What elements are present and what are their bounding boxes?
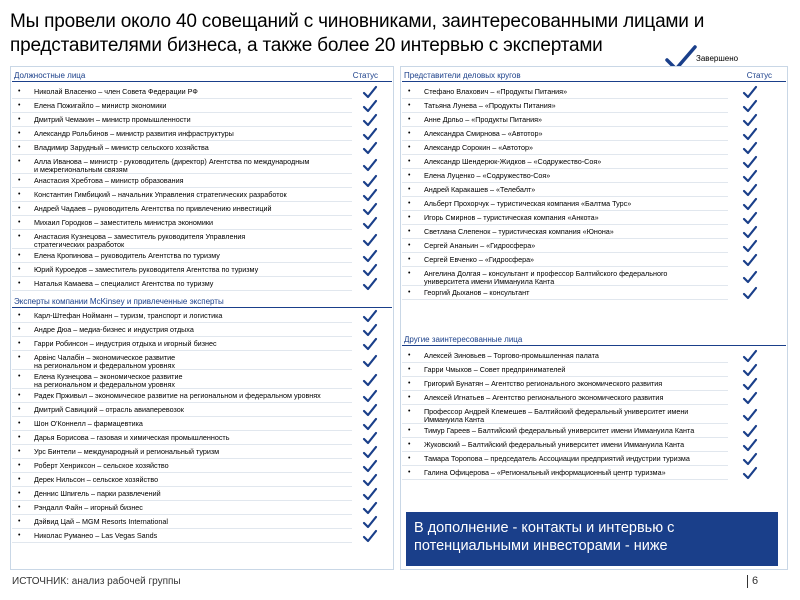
status-check-icon (362, 487, 378, 502)
official-row (12, 250, 352, 263)
expert-text: Дерек Нильсон – сельское хозяйство (34, 475, 159, 484)
bullet-icon: • (18, 354, 21, 361)
bullet-icon: • (18, 205, 21, 212)
expert-text: Урс Бинтели – международный и региональный туризм (34, 447, 220, 456)
expert-row (12, 324, 352, 337)
business-header-label: Представители деловых кругов (404, 71, 521, 80)
status-check-icon (362, 501, 378, 516)
bullet-icon: • (18, 102, 21, 109)
status-check-icon (362, 113, 378, 128)
status-check-icon (362, 233, 378, 248)
bullet-icon: • (408, 352, 411, 359)
expert-row (12, 516, 352, 529)
bullet-icon: • (408, 394, 411, 401)
expert-row (12, 371, 352, 389)
official-row (12, 156, 352, 174)
status-check-icon (362, 216, 378, 231)
business-row (402, 254, 728, 267)
official-row (12, 114, 352, 127)
official-row (12, 86, 352, 99)
official-row (12, 128, 352, 141)
status-check-icon (742, 85, 758, 100)
business-row (402, 86, 728, 99)
status-check-icon (362, 515, 378, 530)
official-row (12, 100, 352, 113)
bullet-icon: • (408, 242, 411, 249)
expert-text: Карл-Штефан Нойманн – туризм, транспорт и логистика (34, 311, 223, 320)
status-check-icon (362, 127, 378, 142)
business-text: Татьяна Лунева – «Продукты Питания» (424, 101, 556, 110)
bullet-icon: • (18, 116, 21, 123)
expert-text: Дмитрий Савицкий – отрасль авиаперевозок (34, 405, 184, 414)
expert-row (12, 502, 352, 515)
status-check-icon (742, 141, 758, 156)
stakeholder-row (402, 406, 728, 424)
business-text: Александр Сорокин – «Автотор» (424, 143, 533, 152)
official-text: Дмитрий Чемакин – министр промышленности (34, 115, 191, 124)
bullet-icon: • (18, 312, 21, 319)
expert-text: Деннис Шпигель – парки развлечений (34, 489, 161, 498)
official-text: Николай Власенко – член Совета Федерации РФ (34, 87, 198, 96)
status-check-icon (742, 225, 758, 240)
page-number: 6 (752, 575, 759, 587)
official-text: Михаил Городков – заместитель министра экономики (34, 218, 214, 227)
status-check-icon (742, 197, 758, 212)
bullet-icon: • (18, 88, 21, 95)
expert-row (12, 338, 352, 351)
business-text: Андрей Каракашев – «Телебалт» (424, 185, 536, 194)
business-text: Сергей Ананьин – «Гидросфера» (424, 241, 536, 250)
expert-text: Гарри Робинсон – индустрия отдыха и игорный бизнес (34, 339, 217, 348)
expert-row (12, 390, 352, 403)
business-row (402, 212, 728, 225)
status-check-icon (742, 286, 758, 301)
bullet-icon: • (408, 144, 411, 151)
bullet-icon: • (18, 406, 21, 413)
bullet-icon: • (408, 88, 411, 95)
official-row (12, 231, 352, 249)
stakeholder-row (402, 467, 728, 480)
stakeholder-row (402, 425, 728, 438)
official-row (12, 264, 352, 277)
bullet-icon: • (408, 455, 411, 462)
experts-section-header (12, 294, 392, 308)
status-check-icon (742, 408, 758, 423)
expert-row (12, 418, 352, 431)
expert-row (12, 488, 352, 501)
official-text: Андрей Чадаев – руководитель Агентства по привлечению инвестиций (34, 204, 272, 213)
bullet-icon: • (408, 130, 411, 137)
bullet-icon: • (408, 228, 411, 235)
status-check-icon (742, 363, 758, 378)
status-check-icon (742, 377, 758, 392)
status-check-icon (742, 391, 758, 406)
bullet-icon: • (18, 532, 21, 539)
page-number-divider (747, 575, 748, 588)
bullet-icon: • (408, 256, 411, 263)
status-check-icon (362, 277, 378, 292)
other-stakeholders-section-header (402, 332, 786, 346)
official-text: Елена Пожигайло – министр экономики (34, 101, 167, 110)
expert-text: Елена Кузнецова – экономическое развитие на региональном и федеральном уровнях (34, 372, 183, 389)
expert-row (12, 432, 352, 445)
status-column-header-right: Статус (746, 71, 772, 80)
business-text: Александра Смирнова – «Автотор» (424, 129, 543, 138)
status-check-icon (742, 438, 758, 453)
expert-text: Арвінс Чалабін – экономическое развитие на региональном и федеральном уровнях (34, 353, 176, 370)
official-row (12, 278, 352, 291)
bullet-icon: • (408, 469, 411, 476)
business-text: Александр Шендерюк-Жидков – «Содружество-Соя» (424, 157, 602, 166)
official-text: Константин Гимбицкий – начальник Управления стратегических разработок (34, 190, 287, 199)
business-text: Елена Луценко – «Содружество-Соя» (424, 171, 551, 180)
expert-text: Шон О'Коннелл – фармацевтика (34, 419, 143, 428)
status-check-icon (362, 529, 378, 544)
stakeholder-row (402, 392, 728, 405)
status-check-icon (362, 354, 378, 369)
bullet-icon: • (18, 392, 21, 399)
experts-header-label: Эксперты компании McKinsey и привлеченные эксперты (14, 297, 224, 306)
business-row (402, 156, 728, 169)
source-note: ИСТОЧНИК: анализ рабочей группы (12, 576, 181, 587)
official-text: Алла Иванова – министр - руководитель (директор) Агентства по международным и межрегиональным связям (34, 157, 310, 174)
bullet-icon: • (18, 462, 21, 469)
business-row (402, 114, 728, 127)
other-stakeholders-header-label: Другие заинтересованные лица (404, 335, 523, 344)
bullet-icon: • (18, 219, 21, 226)
status-check-icon (742, 183, 758, 198)
expert-text: Роберт Хенриксон – сельское хозяйство (34, 461, 169, 470)
expert-row (12, 460, 352, 473)
status-check-icon (362, 263, 378, 278)
status-check-icon (742, 127, 758, 142)
business-text: Стефано Влахович – «Продукты Питания» (424, 87, 568, 96)
official-row (12, 203, 352, 216)
stakeholder-row (402, 350, 728, 363)
status-check-icon (742, 349, 758, 364)
status-check-icon (742, 239, 758, 254)
stakeholder-text: Алексей Игнатьев – Агентство регионального экономического развития (424, 393, 664, 402)
status-check-icon (362, 158, 378, 173)
expert-row (12, 404, 352, 417)
expert-text: Андре Дюа – медиа-бизнес и индустрия отдыха (34, 325, 194, 334)
official-text: Юрий Куроедов – заместитель руководителя Агентства по туризму (34, 265, 259, 274)
status-column-header: Статус (352, 71, 378, 80)
status-check-icon (362, 459, 378, 474)
stakeholder-row (402, 439, 728, 452)
business-row (402, 226, 728, 239)
bullet-icon: • (18, 144, 21, 151)
status-check-icon (742, 452, 758, 467)
status-check-icon (362, 202, 378, 217)
status-check-icon (742, 253, 758, 268)
bullet-icon: • (408, 102, 411, 109)
status-check-icon (362, 389, 378, 404)
official-text: Владимир Зарудный – министр сельского хозяйства (34, 143, 209, 152)
business-text: Георгий Дыханов – консультант (424, 288, 530, 297)
bullet-icon: • (18, 504, 21, 511)
stakeholder-text: Тимур Гареев – Балтийский федеральный университет имени Иммануила Канта (424, 426, 695, 435)
official-row (12, 142, 352, 155)
stakeholder-row (402, 453, 728, 466)
business-row (402, 240, 728, 253)
status-check-icon (362, 417, 378, 432)
status-check-icon (742, 169, 758, 184)
business-row (402, 198, 728, 211)
expert-text: Николас Руманео – Las Vegas Sands (34, 531, 158, 540)
bullet-icon: • (18, 448, 21, 455)
bullet-icon: • (408, 408, 411, 415)
bullet-icon: • (408, 270, 411, 277)
bullet-icon: • (18, 158, 21, 165)
bullet-icon: • (18, 252, 21, 259)
expert-row (12, 530, 352, 543)
bullet-icon: • (18, 191, 21, 198)
bullet-icon: • (408, 366, 411, 373)
stakeholder-text: Гарри Чмыхов – Совет предпринимателей (424, 365, 566, 374)
official-text: Елена Кропинова – руководитель Агентства по туризму (34, 251, 220, 260)
bullet-icon: • (18, 518, 21, 525)
business-row (402, 170, 728, 183)
status-check-icon (742, 113, 758, 128)
bullet-icon: • (408, 172, 411, 179)
expert-text: Рэндалл Файн – игорный бизнес (34, 503, 143, 512)
stakeholder-row (402, 364, 728, 377)
official-text: Наталья Камаева – специалист Агентства по туризму (34, 279, 214, 288)
business-row (402, 268, 728, 286)
bullet-icon: • (18, 130, 21, 137)
stakeholder-row (402, 378, 728, 391)
business-row (402, 287, 728, 300)
bullet-icon: • (18, 434, 21, 441)
business-text: Ангелина Долгая – консультант и профессор Балтийского федерального университета имени Иммануила Канта (424, 269, 668, 286)
bullet-icon: • (408, 441, 411, 448)
status-check-icon (362, 85, 378, 100)
official-row (12, 189, 352, 202)
business-text: Альберт Прохорчук – туристическая компания «Балтма Турс» (424, 199, 632, 208)
business-row (402, 100, 728, 113)
bullet-icon: • (408, 116, 411, 123)
bullet-icon: • (408, 380, 411, 387)
business-text: Игорь Смирнов – туристическая компания «Анкота» (424, 213, 599, 222)
bullet-icon: • (408, 158, 411, 165)
officials-section-header (12, 68, 392, 82)
status-check-icon (362, 141, 378, 156)
stakeholder-text: Тамара Торопова – председатель Ассоциации предприятий индустрии туризма (424, 454, 690, 463)
official-text: Анастасия Кузнецова – заместитель руководителя Управления стратегических разработок (34, 232, 246, 249)
status-check-icon (742, 99, 758, 114)
business-section-header (402, 68, 786, 82)
status-check-icon (362, 473, 378, 488)
status-check-icon (362, 174, 378, 189)
bullet-icon: • (408, 200, 411, 207)
expert-row (12, 446, 352, 459)
page-title: Мы провели около 40 совещаний с чиновниками, заинтересованными лицами и представителями бизнеса, а также более 20 интервью с экспертами (10, 11, 705, 56)
status-check-icon (362, 249, 378, 264)
completed-label: Завершено (696, 54, 739, 63)
bullet-icon: • (18, 326, 21, 333)
bullet-icon: • (408, 214, 411, 221)
bullet-icon: • (408, 186, 411, 193)
status-check-icon (742, 466, 758, 481)
bullet-icon: • (18, 177, 21, 184)
official-text: Анастасия Хребтова – министр образования (34, 176, 184, 185)
status-check-icon (362, 99, 378, 114)
status-check-icon (362, 309, 378, 324)
expert-text: Дэйвид Цай – MGM Resorts International (34, 517, 168, 526)
expert-text: Дарья Борисова – газовая и химическая промышленность (34, 433, 230, 442)
official-row (12, 217, 352, 230)
bullet-icon: • (18, 266, 21, 273)
bullet-icon: • (18, 476, 21, 483)
expert-text: Радек Прживыл – экономическое развитие на региональном и федеральном уровнях (34, 391, 321, 400)
officials-header-label: Должностные лица (14, 71, 86, 80)
official-row (12, 175, 352, 188)
status-check-icon (362, 337, 378, 352)
business-row (402, 128, 728, 141)
status-check-icon (362, 431, 378, 446)
business-row (402, 142, 728, 155)
business-text: Сергей Евченко – «Гидросфера» (424, 255, 535, 264)
expert-row (12, 352, 352, 370)
stakeholder-text: Григорий Бунатян – Агентство регионального экономического развития (424, 379, 663, 388)
bullet-icon: • (18, 280, 21, 287)
bullet-icon: • (18, 233, 21, 240)
stakeholder-text: Профессор Андрей Клемешев – Балтийский федеральный университет имени Иммануила Канта (424, 407, 689, 424)
business-text: Светлана Слепенок – туристическая компания «Юнона» (424, 227, 614, 236)
status-check-icon (362, 373, 378, 388)
status-check-icon (362, 323, 378, 338)
official-text: Александр Рольбинов – министр развития инфраструктуры (34, 129, 234, 138)
status-check-icon (742, 155, 758, 170)
stakeholder-text: Жуковский – Балтийский федеральный университет имени Иммануила Канта (424, 440, 685, 449)
bullet-icon: • (18, 420, 21, 427)
business-row (402, 184, 728, 197)
status-check-icon (742, 424, 758, 439)
bullet-icon: • (18, 490, 21, 497)
status-check-icon (742, 211, 758, 226)
stakeholder-text: Алексей Зиновьев – Торгово-промышленная палата (424, 351, 599, 360)
bullet-icon: • (18, 340, 21, 347)
investors-callout: В дополнение - контакты и интервью с потенциальными инвесторами - ниже (406, 512, 778, 566)
status-check-icon (362, 403, 378, 418)
expert-row (12, 310, 352, 323)
bullet-icon: • (408, 427, 411, 434)
stakeholder-text: Галина Офицерова – «Региональный информационный центр туризма» (424, 468, 666, 477)
business-text: Анне Дрльо – «Продукты Питания» (424, 115, 543, 124)
bullet-icon: • (408, 289, 411, 296)
status-check-icon (742, 270, 758, 285)
status-check-icon (362, 445, 378, 460)
bullet-icon: • (18, 373, 21, 380)
expert-row (12, 474, 352, 487)
status-check-icon (362, 188, 378, 203)
